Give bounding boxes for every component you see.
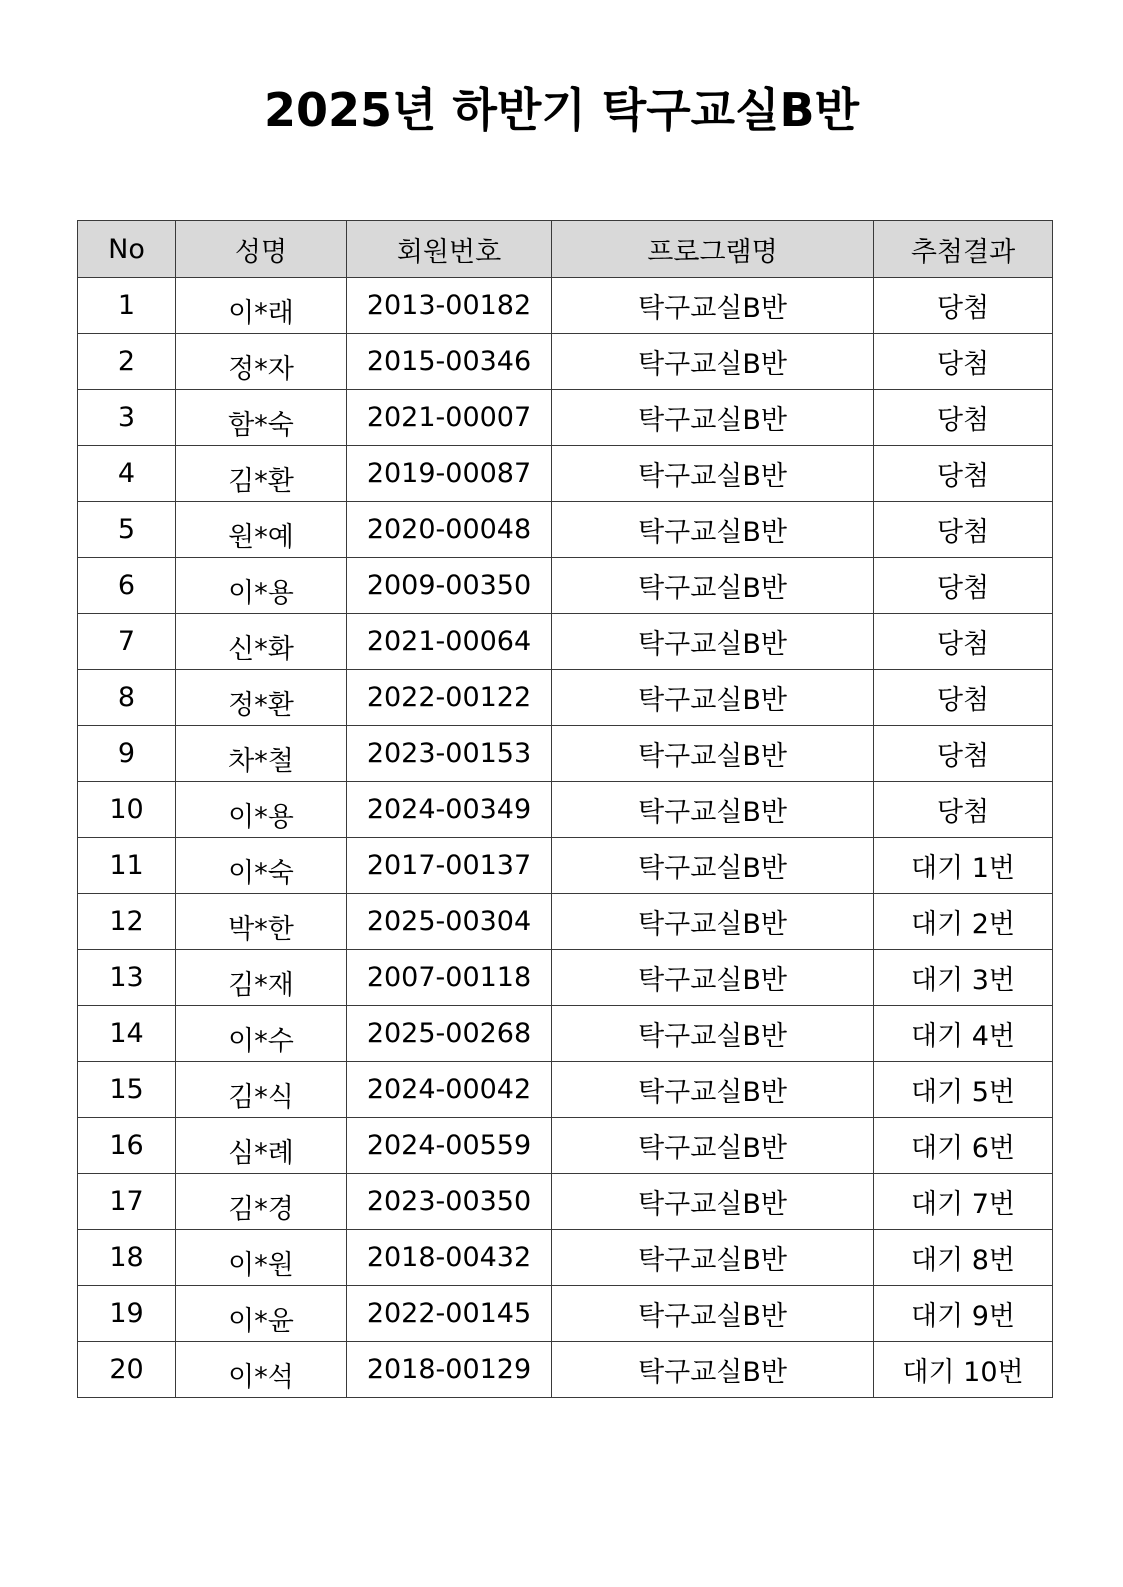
row-member-no: 2022-00122 <box>347 670 552 726</box>
row-program: 탁구교실B반 <box>552 894 874 950</box>
row-name <box>176 1230 347 1286</box>
row-name <box>176 1062 347 1118</box>
row-name <box>176 1006 347 1062</box>
table-row <box>78 950 1053 1006</box>
row-member-no: 2025-00304 <box>347 894 552 950</box>
row-no: 18 <box>78 1230 176 1286</box>
row-result: 당첨 <box>874 446 1053 502</box>
row-program: 탁구교실B반 <box>552 950 874 1006</box>
table-row <box>78 1062 1053 1118</box>
member-name-text: 이*숙 <box>228 858 294 889</box>
row-program: 탁구교실B반 <box>552 838 874 894</box>
row-program: 탁구교실B반 <box>552 1006 874 1062</box>
row-member-no: 2021-00064 <box>347 614 552 670</box>
row-program: 탁구교실B반 <box>552 390 874 446</box>
row-no: 4 <box>78 446 176 502</box>
row-name <box>176 1174 347 1230</box>
row-result: 당첨 <box>874 390 1053 446</box>
row-no: 9 <box>78 726 176 782</box>
member-name-text: 김*경 <box>228 1194 294 1225</box>
table-row <box>78 558 1053 614</box>
row-name <box>176 390 347 446</box>
row-no: 19 <box>78 1286 176 1342</box>
member-name-text: 이*윤 <box>228 1306 294 1337</box>
row-name <box>176 614 347 670</box>
row-no: 15 <box>78 1062 176 1118</box>
row-no: 20 <box>78 1342 176 1398</box>
row-name <box>176 558 347 614</box>
row-member-no: 2007-00118 <box>347 950 552 1006</box>
row-program: 탁구교실B반 <box>552 1286 874 1342</box>
row-no: 6 <box>78 558 176 614</box>
row-member-no: 2015-00346 <box>347 334 552 390</box>
table-header <box>78 221 1053 278</box>
header-row <box>78 221 1053 278</box>
row-no: 2 <box>78 334 176 390</box>
member-name-text: 이*용 <box>228 802 294 833</box>
row-result: 당첨 <box>874 502 1053 558</box>
member-name-text: 차*철 <box>228 746 294 777</box>
row-result: 대기 9번 <box>874 1286 1053 1342</box>
row-no: 10 <box>78 782 176 838</box>
table-row <box>78 838 1053 894</box>
row-name <box>176 446 347 502</box>
row-member-no: 2018-00129 <box>347 1342 552 1398</box>
row-program: 탁구교실B반 <box>552 1174 874 1230</box>
row-result: 대기 6번 <box>874 1118 1053 1174</box>
row-program: 탁구교실B반 <box>552 670 874 726</box>
row-program: 탁구교실B반 <box>552 782 874 838</box>
row-result: 대기 3번 <box>874 950 1053 1006</box>
table-row <box>78 614 1053 670</box>
row-member-no: 2017-00137 <box>347 838 552 894</box>
table-row <box>78 726 1053 782</box>
row-name <box>176 670 347 726</box>
row-name <box>176 726 347 782</box>
table-row <box>78 1174 1053 1230</box>
row-no: 8 <box>78 670 176 726</box>
table-body <box>78 278 1053 1398</box>
row-name <box>176 894 347 950</box>
table-row <box>78 1230 1053 1286</box>
table-row <box>78 1342 1053 1398</box>
row-result: 당첨 <box>874 558 1053 614</box>
row-program: 탁구교실B반 <box>552 1062 874 1118</box>
table-row <box>78 334 1053 390</box>
header-member-no: 회원번호 <box>347 221 552 278</box>
row-name <box>176 1286 347 1342</box>
row-program: 탁구교실B반 <box>552 558 874 614</box>
table-row <box>78 670 1053 726</box>
row-no: 17 <box>78 1174 176 1230</box>
row-no: 16 <box>78 1118 176 1174</box>
row-name <box>176 838 347 894</box>
row-member-no: 2025-00268 <box>347 1006 552 1062</box>
row-name <box>176 782 347 838</box>
row-program: 탁구교실B반 <box>552 1230 874 1286</box>
table-row <box>78 1286 1053 1342</box>
member-name-text: 이*원 <box>228 1250 294 1281</box>
row-member-no: 2024-00559 <box>347 1118 552 1174</box>
header-program: 프로그램명 <box>552 221 874 278</box>
row-result: 당첨 <box>874 614 1053 670</box>
row-result: 대기 5번 <box>874 1062 1053 1118</box>
lottery-result-table <box>77 220 1053 1398</box>
row-name <box>176 502 347 558</box>
member-name-text: 함*숙 <box>228 410 294 441</box>
header-result: 추첨결과 <box>874 221 1053 278</box>
row-name <box>176 1118 347 1174</box>
row-member-no: 2023-00153 <box>347 726 552 782</box>
row-member-no: 2009-00350 <box>347 558 552 614</box>
row-no: 12 <box>78 894 176 950</box>
row-member-no: 2022-00145 <box>347 1286 552 1342</box>
row-program: 탁구교실B반 <box>552 1118 874 1174</box>
row-member-no: 2019-00087 <box>347 446 552 502</box>
table-row <box>78 446 1053 502</box>
row-result: 대기 8번 <box>874 1230 1053 1286</box>
row-name <box>176 1342 347 1398</box>
member-name-text: 김*재 <box>228 970 294 1001</box>
member-name-text: 이*수 <box>228 1026 294 1057</box>
row-program: 탁구교실B반 <box>552 334 874 390</box>
table-row <box>78 1006 1053 1062</box>
row-result: 당첨 <box>874 278 1053 334</box>
header-no: No <box>78 221 176 278</box>
member-name-text: 이*석 <box>228 1362 294 1393</box>
row-program: 탁구교실B반 <box>552 614 874 670</box>
row-result: 당첨 <box>874 670 1053 726</box>
row-no: 5 <box>78 502 176 558</box>
table-row <box>78 278 1053 334</box>
row-name <box>176 950 347 1006</box>
member-name-text: 심*례 <box>228 1138 294 1169</box>
row-no: 3 <box>78 390 176 446</box>
row-program: 탁구교실B반 <box>552 502 874 558</box>
row-no: 13 <box>78 950 176 1006</box>
row-member-no: 2021-00007 <box>347 390 552 446</box>
row-name <box>176 278 347 334</box>
header-name: 성명 <box>176 221 347 278</box>
row-result: 대기 1번 <box>874 838 1053 894</box>
member-name-text: 이*래 <box>228 298 294 329</box>
row-no: 1 <box>78 278 176 334</box>
member-name-text: 이*용 <box>228 578 294 609</box>
row-program: 탁구교실B반 <box>552 726 874 782</box>
row-result: 대기 10번 <box>874 1342 1053 1398</box>
row-no: 7 <box>78 614 176 670</box>
row-result: 당첨 <box>874 334 1053 390</box>
row-member-no: 2018-00432 <box>347 1230 552 1286</box>
member-name-text: 김*식 <box>228 1082 294 1113</box>
member-name-text: 정*자 <box>228 354 294 385</box>
row-no: 11 <box>78 838 176 894</box>
row-result: 대기 7번 <box>874 1174 1053 1230</box>
table-row <box>78 894 1053 950</box>
row-no: 14 <box>78 1006 176 1062</box>
row-program: 탁구교실B반 <box>552 278 874 334</box>
member-name-text: 박*한 <box>228 914 294 945</box>
table-row <box>78 502 1053 558</box>
row-member-no: 2020-00048 <box>347 502 552 558</box>
row-member-no: 2024-00042 <box>347 1062 552 1118</box>
table-row <box>78 1118 1053 1174</box>
row-result: 당첨 <box>874 782 1053 838</box>
row-result: 대기 4번 <box>874 1006 1053 1062</box>
member-name-text: 신*화 <box>228 634 294 665</box>
member-name-text: 김*환 <box>228 466 294 497</box>
member-name-text: 원*예 <box>228 522 294 553</box>
row-result: 대기 2번 <box>874 894 1053 950</box>
row-member-no: 2013-00182 <box>347 278 552 334</box>
row-result: 당첨 <box>874 726 1053 782</box>
row-name <box>176 334 347 390</box>
page-title: 2025년 하반기 탁구교실B반 <box>263 83 860 137</box>
member-name-text: 정*환 <box>228 690 294 721</box>
row-program: 탁구교실B반 <box>552 1342 874 1398</box>
row-member-no: 2024-00349 <box>347 782 552 838</box>
row-program: 탁구교실B반 <box>552 446 874 502</box>
row-member-no: 2023-00350 <box>347 1174 552 1230</box>
table-row <box>78 390 1053 446</box>
table-row <box>78 782 1053 838</box>
